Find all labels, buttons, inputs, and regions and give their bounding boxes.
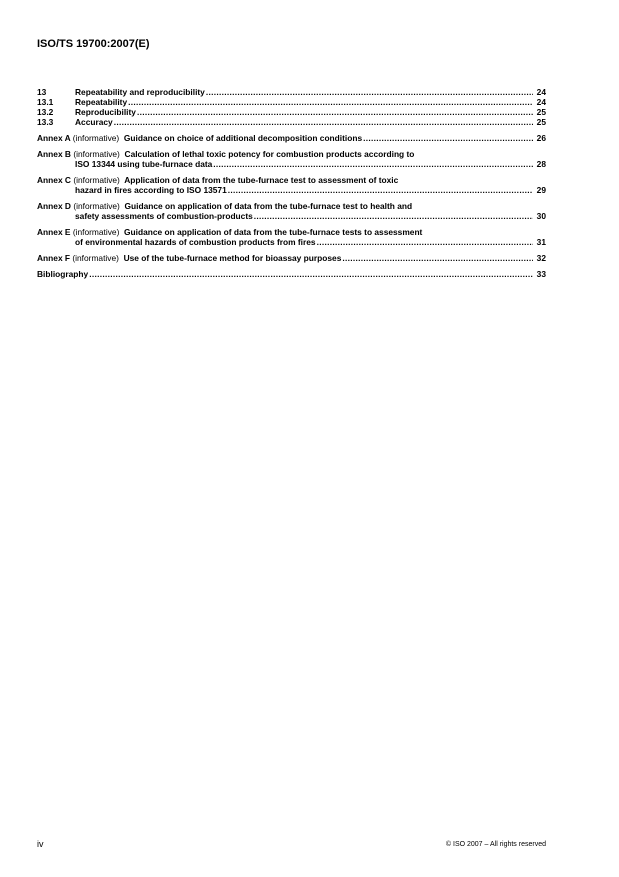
clause-number: 13: [37, 87, 47, 97]
annex-title-cont: ISO 13344 using tube-furnace data: [75, 159, 213, 169]
dot-leader: [254, 211, 533, 221]
page-number: 33: [536, 269, 546, 279]
page-number: 30: [536, 211, 546, 221]
annex-kind: (informative): [72, 227, 120, 237]
page-number: 25: [536, 117, 546, 127]
toc-entry-bibliography[interactable]: [37, 269, 546, 279]
annex-title: Guidance on application of data from the tube-furnace tests to assessment: [124, 227, 423, 237]
footer-copyright: © ISO 2007 – All rights reserved: [445, 841, 546, 848]
dot-leader: [206, 87, 533, 97]
annex-heading: [37, 253, 341, 263]
document-header: ISO/TS 19700:2007(E): [37, 38, 150, 50]
page-number: 25: [536, 107, 546, 117]
annex-kind: (informative): [73, 175, 120, 185]
page-number: 24: [536, 87, 546, 97]
annex-label: Annex A: [37, 133, 71, 143]
annex-label: Annex E: [37, 227, 71, 237]
toc-entry-annex-d[interactable]: [37, 201, 546, 221]
annex-label: Annex B: [37, 149, 71, 159]
annex-kind: (informative): [73, 149, 120, 159]
dot-leader: [213, 159, 533, 169]
annex-title-cont: hazard in fires according to ISO 13571: [75, 185, 227, 195]
dot-leader: [342, 253, 533, 263]
dot-leader: [137, 107, 533, 117]
page-number: 31: [536, 237, 546, 247]
annex-title: Calculation of lethal toxic potency for combustion products according to: [124, 149, 415, 159]
annex-kind: (informative): [73, 201, 120, 211]
bibliography-title: Bibliography: [37, 269, 89, 279]
clause-title: Repeatability and reproducibility: [75, 87, 205, 97]
clause-number: 13.3: [37, 117, 54, 127]
page-number: 28: [536, 159, 546, 169]
dot-leader: [89, 269, 533, 279]
dot-leader: [114, 117, 533, 127]
annex-label: Annex F: [37, 253, 71, 263]
annex-heading: [37, 201, 412, 211]
annex-heading: [37, 133, 362, 143]
page-number: 29: [536, 185, 546, 195]
annex-title: Guidance on choice of additional decomposition conditions: [123, 133, 363, 143]
annex-title: Application of data from the tube-furnace test to assessment of toxic: [124, 175, 399, 185]
dot-leader: [228, 185, 533, 195]
footer-page-number: iv: [37, 839, 44, 849]
toc-entry-13[interactable]: [37, 87, 546, 97]
dot-leader: [317, 237, 533, 247]
annex-heading: [37, 175, 398, 185]
toc-entry-13-3[interactable]: [37, 117, 546, 127]
annex-kind: (informative): [72, 133, 120, 143]
toc-entry-annex-c[interactable]: [37, 175, 546, 195]
clause-title: Accuracy: [75, 117, 113, 127]
toc-entry-13-2[interactable]: [37, 107, 546, 117]
toc-entry-annex-f[interactable]: [37, 253, 546, 263]
clause-title: Reproducibility: [75, 107, 136, 117]
dot-leader: [363, 133, 533, 143]
table-of-contents: [37, 87, 546, 279]
clause-number: 13.1: [37, 97, 54, 107]
annex-heading: [37, 227, 422, 237]
annex-label: Annex D: [37, 201, 71, 211]
clause-number: 13.2: [37, 107, 54, 117]
annex-title: Use of the tube-furnace method for bioassay purposes: [123, 253, 342, 263]
page-number: 32: [536, 253, 546, 263]
toc-entry-annex-a[interactable]: [37, 133, 546, 143]
annex-kind: (informative): [72, 253, 119, 263]
clause-title: Repeatability: [75, 97, 128, 107]
page-number: 24: [536, 97, 546, 107]
annex-heading: [37, 149, 414, 159]
annex-title-cont: safety assessments of combustion-products: [75, 211, 253, 221]
toc-entry-13-1[interactable]: [37, 97, 546, 107]
annex-label: Annex C: [37, 175, 71, 185]
toc-entry-annex-e[interactable]: [37, 227, 546, 247]
annex-title: Guidance on application of data from the tube-furnace test to health and: [124, 201, 413, 211]
page-number: 26: [536, 133, 546, 143]
dot-leader: [128, 97, 533, 107]
annex-title-cont: of environmental hazards of combustion products from fires: [75, 237, 316, 247]
toc-entry-annex-b[interactable]: [37, 149, 546, 169]
